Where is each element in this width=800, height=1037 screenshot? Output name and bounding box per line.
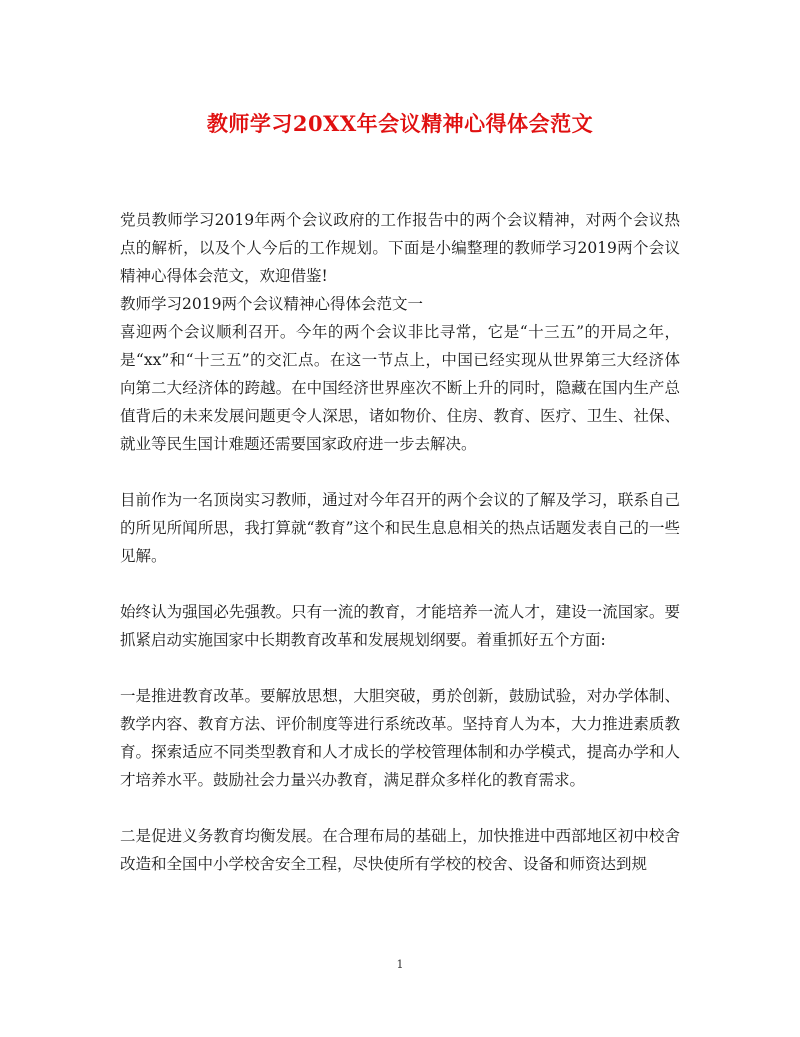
paragraph-spacer — [120, 570, 680, 598]
paragraph-section-heading: 教师学习2019两个会议精神心得体会范文一 — [120, 295, 423, 313]
paragraph-intro: 党员教师学习2019年两个会议政府的工作报告中的两个会议精神，对两个会议热点的解析，以及个人今后的工作规划。下面是小编整理的教师学习2019两个会议精神心得体会范文，欢迎借鉴! — [120, 211, 680, 285]
page-number: 1 — [396, 958, 404, 971]
paragraph-spacer — [120, 654, 680, 682]
paragraph-point-one: 一是推进教育改革。要解放思想，大胆突破，勇於创新，鼓励试验，对办学体制、教学内容、教育方法、评价制度等进行系统改革。坚持育人为本，大力推进素质教育。探索适应不同类型教育和人才成长的学校管理体制和办学模式，提高办学和人才培养水平。鼓励社会力量兴办教育，满足群众多样化的教育需求。 — [120, 687, 680, 789]
paragraph-spacer — [120, 458, 680, 486]
paragraph-point-two: 二是促进义务教育均衡发展。在合理布局的基础上，加快推进中西部地区初中校舍改造和全国中小学校舍安全工程，尽快使所有学校的校舍、设备和师资达到规 — [120, 827, 680, 873]
paragraph-two-sessions: 喜迎两个会议顺利召开。今年的两个会议非比寻常，它是“十三五”的开局之年，是“xx”和“十三五”的交汇点。在这一节点上，中国已经实现从世界第三大经济体向第二大经济体的跨越。在中国经济世界座次不断上升的同时，隐藏在国内生产总值背后的未来发展问题更令人深思，诸如物价、住房、教育、医疗、卫生、社保、就业等民生国计难题还需要国家政府进一步去解决。 — [120, 323, 680, 453]
paragraph-intern-teacher: 目前作为一名顶岗实习教师，通过对今年召开的两个会议的了解及学习，联系自己的所见所闻所思，我打算就“教育”这个和民生息息相关的热点话题发表自己的一些见解。 — [120, 491, 680, 565]
document-body — [120, 206, 680, 878]
paragraph-spacer — [120, 794, 680, 822]
paragraph-strong-education: 始终认为强国必先强教。只有一流的教育，才能培养一流人才，建设一流国家。要抓紧启动实施国家中长期教育改革和发展规划纲要。着重抓好五个方面: — [120, 603, 680, 649]
document-title: 教师学习20XX年会议精神心得体会范文 — [206, 111, 594, 136]
